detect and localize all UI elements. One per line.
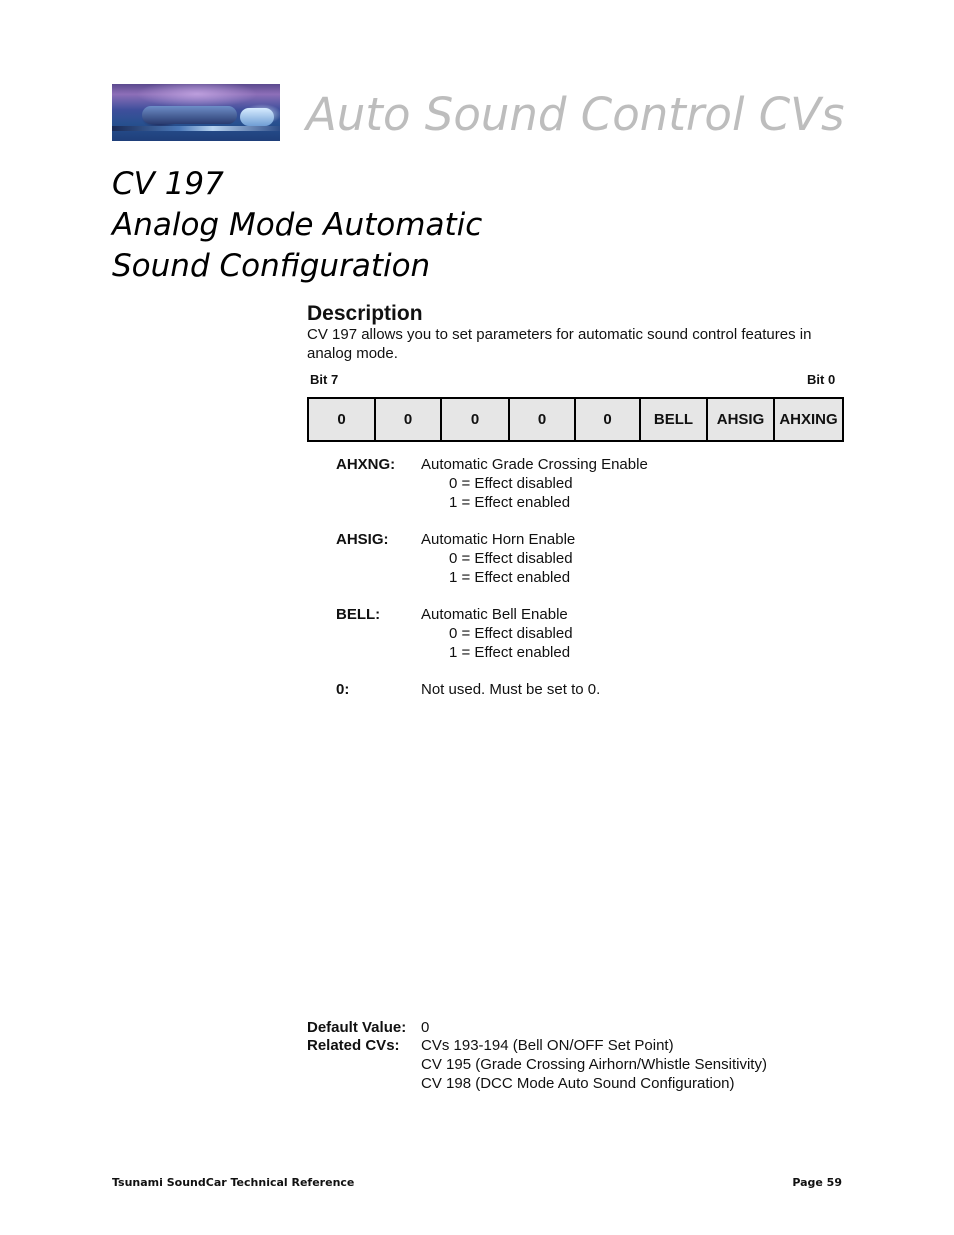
photo-tank-shape bbox=[142, 106, 237, 124]
bit-table bbox=[307, 397, 844, 442]
bit-0-label: Bit 0 bbox=[807, 372, 836, 387]
bit-cell-0: AHXING bbox=[774, 398, 843, 441]
definition-title: Automatic Grade Crossing Enable bbox=[421, 456, 648, 473]
section-title: Auto Sound Control CVs bbox=[306, 88, 845, 141]
related-cv-item: CV 195 (Grade Crossing Airhorn/Whistle Sensitivity) bbox=[421, 1056, 767, 1073]
bit-row bbox=[308, 398, 843, 441]
definition-term: AHSIG: bbox=[336, 531, 389, 548]
definition-term: BELL: bbox=[336, 606, 381, 623]
definition-title: Not used. Must be set to 0. bbox=[421, 681, 601, 698]
definition-title: Automatic Bell Enable bbox=[421, 606, 568, 623]
bit-cell-2: BELL bbox=[640, 398, 707, 441]
bit-cell-1: AHSIG bbox=[707, 398, 774, 441]
definition-option: 0 = Effect disabled bbox=[449, 625, 573, 642]
bit-cell-6: 0 bbox=[375, 398, 441, 441]
photo-rail-shape bbox=[112, 126, 280, 131]
definition-term: 0: bbox=[336, 681, 350, 698]
cv-heading bbox=[112, 164, 482, 287]
bit-cell-5: 0 bbox=[441, 398, 509, 441]
bit-cell-4: 0 bbox=[509, 398, 575, 441]
definition-term: AHXNG: bbox=[336, 456, 396, 473]
cv-heading-line-2: Analog Mode Automatic bbox=[112, 207, 483, 243]
definition-option: 0 = Effect disabled bbox=[449, 475, 573, 492]
cv-heading-line-1: CV 197 bbox=[112, 166, 224, 202]
footer-document-title: Tsunami SoundCar Technical Reference bbox=[112, 1176, 355, 1189]
cv-heading-line-3: Sound Configuration bbox=[112, 248, 431, 284]
bit-cell-7: 0 bbox=[308, 398, 375, 441]
definition-option: 1 = Effect enabled bbox=[449, 494, 571, 511]
related-cvs-label: Related CVs: bbox=[307, 1037, 400, 1054]
bit-7-label: Bit 7 bbox=[310, 372, 339, 387]
definition-title: Automatic Horn Enable bbox=[421, 531, 576, 548]
definition-option: 0 = Effect disabled bbox=[449, 550, 573, 567]
header-photo bbox=[112, 84, 280, 141]
definition-option: 1 = Effect enabled bbox=[449, 569, 571, 586]
default-value: 0 bbox=[421, 1019, 430, 1036]
related-cv-item: CV 198 (DCC Mode Auto Sound Configuration) bbox=[421, 1075, 735, 1092]
description-heading: Description bbox=[307, 302, 423, 325]
footer-page-number: Page 59 bbox=[792, 1176, 842, 1189]
bit-cell-3: 0 bbox=[575, 398, 640, 441]
description-text: CV 197 allows you to set parameters for automatic sound control features in analog mode. bbox=[307, 326, 812, 362]
photo-tank-shape-bright bbox=[240, 108, 274, 126]
definition-option: 1 = Effect enabled bbox=[449, 644, 571, 661]
default-value-label: Default Value: bbox=[307, 1019, 407, 1036]
related-cv-item: CVs 193-194 (Bell ON/OFF Set Point) bbox=[421, 1037, 674, 1054]
